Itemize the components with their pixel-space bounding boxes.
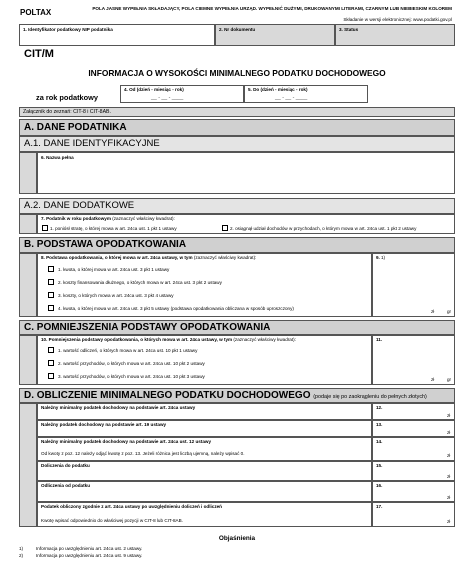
d-row-17-label: Podatek obliczony zgodnie z art. 24ca ustawy po uwzględnieniu doliczeń i odliczeń	[41, 504, 222, 509]
d-row-12-label: Należny minimalny podatek dochodowy na podstawie art. 24ca ustawy	[41, 405, 196, 410]
explanation-1-text: Informacja po uwzględnieniu art. 24ca ust. 2 ustawy.	[36, 546, 143, 551]
field16-zl: zł	[447, 495, 451, 500]
brand-logo: POLTAX	[20, 8, 52, 17]
field11-zl: zł	[431, 377, 435, 382]
field10-option3-label: 3. wartość przychodów, o których mowa w art. 24ca ust. 10 pkt 3 ustawy	[58, 374, 205, 379]
d-row-13	[37, 420, 372, 437]
field13-zl: zł	[447, 430, 451, 435]
full-name-field[interactable]	[37, 152, 455, 194]
field17-input[interactable]	[372, 502, 455, 527]
field14-zl: zł	[447, 453, 451, 458]
field9-zl: zł	[431, 309, 435, 314]
nip-label: 1. Identyfikator podatkowy NIP podatnika	[23, 27, 113, 32]
d-row-14	[37, 437, 372, 461]
d-row-13-label: Należny podatek dochodowy na podstawie art. 19 ustawy	[41, 422, 167, 427]
field10-box	[37, 335, 372, 385]
field8-option3-checkbox[interactable]	[48, 292, 54, 298]
field12-input[interactable]	[372, 403, 455, 420]
form-code: CIT/M	[24, 48, 54, 60]
field8-option1-label: 1. kwota, o której mowa w art. 24ca ust. 3 pkt 1 ustawy	[58, 267, 170, 272]
field7-option1-checkbox[interactable]	[42, 225, 48, 231]
period-to-field[interactable]	[244, 85, 368, 103]
form-title: INFORMACJA O WYSOKOŚCI MINIMALNEGO PODATKU DOCHODOWEGO	[88, 68, 386, 78]
explanation-1-num: 1)	[19, 546, 24, 551]
period-from-label: 4. Od (dzień - miesiąc - rok)	[124, 87, 184, 92]
field8-option2-checkbox[interactable]	[48, 279, 54, 285]
status-label: 3. Status	[339, 27, 359, 32]
nip-field[interactable]	[19, 24, 215, 46]
section-b-gutter	[19, 253, 37, 317]
field12-num: 12.	[376, 405, 383, 410]
d-row-12	[37, 403, 372, 420]
field10-option1-checkbox[interactable]	[48, 347, 54, 353]
header-note-2: Składanie w wersji elektronicznej: www.podatki.gov.pl	[343, 17, 452, 22]
name-gutter	[19, 152, 37, 194]
field8-option1-checkbox[interactable]	[48, 266, 54, 272]
field9-footnote: 1)	[381, 255, 386, 260]
period-from-field[interactable]	[120, 85, 244, 103]
field12-zl: zł	[447, 413, 451, 418]
doc-no-field	[215, 24, 335, 46]
field9-input[interactable]	[372, 253, 455, 317]
field7-hint: (zaznaczyć właściwy kwadrat):	[112, 216, 175, 221]
field8-box	[37, 253, 372, 317]
field10-option1-label: 1. wartość odliczeń, o których mowa w art. 24ca ust. 10 pkt 1 ustawy	[58, 348, 198, 353]
field16-input[interactable]	[372, 481, 455, 502]
field7-option2-label: 2. osiągnął udział dochodów w przychodach, o którym mowa w art. 24ca ust. 1 pkt 2 ustawy	[230, 226, 417, 231]
field8-option4-label: 4. kwota, o której mowa w art. 24ca ust. 3 pkt 5 ustawy (podstawa opodatkowania obliczana w sposób uproszczony)	[58, 306, 294, 311]
field15-zl: zł	[447, 474, 451, 479]
section-d-header	[19, 388, 455, 403]
field11-input[interactable]	[372, 335, 455, 385]
field10-title: 10. Pomniejszenia podstawy opodatkowania, o których mowa w art. 24ca ustawy, w tym	[41, 337, 233, 342]
field10-option2-label: 2. wartość przychodów, o których mowa w art. 24ca ust. 10 pkt 2 ustawy	[58, 361, 205, 366]
d-row-16-label: Odliczenia od podatku	[41, 483, 91, 488]
field17-num: 17.	[376, 504, 383, 509]
d-row-14-label: Należny minimalny podatek dochodowy na podstawie art. 24ca ust. 12 ustawy	[41, 439, 212, 444]
section-d-hint: (podaje się po zaokrągleniu do pełnych złotych)	[313, 394, 427, 400]
doc-no-label: 2. Nr dokumentu	[219, 27, 256, 32]
explanation-2-num: 2)	[19, 553, 24, 558]
field9-gr: gr	[447, 309, 452, 314]
field8-label	[41, 255, 256, 260]
field7-label	[41, 216, 175, 221]
period-from-value: __ - __ - ____	[151, 95, 184, 101]
field13-num: 13.	[376, 422, 383, 427]
field7-title: 7. Podatnik w roku podatkowym	[41, 216, 111, 221]
section-c-gutter	[19, 335, 37, 385]
field8-option4-checkbox[interactable]	[48, 305, 54, 311]
field7-box	[37, 214, 455, 234]
field8-option2-label: 2. koszty finansowania dłużnego, o których mowa w art. 24ca ust. 3 pkt 2 ustawy	[58, 280, 222, 285]
field9-label: 9.	[376, 255, 380, 260]
field10-label	[41, 337, 296, 342]
section-d-title: D. OBLICZENIE MINIMALNEGO PODATKU DOCHODOWEGO	[24, 390, 311, 401]
period-to-value: __ - __ - ____	[275, 95, 308, 101]
d-row-15-label: Doliczenia do podatku	[41, 463, 90, 468]
d-row-16	[37, 481, 372, 502]
explanations-title: Objaśnienia	[218, 535, 256, 542]
full-name-label: 6. Nazwa pełna	[41, 155, 74, 160]
field10-option2-checkbox[interactable]	[48, 360, 54, 366]
field7-gutter	[19, 214, 37, 234]
field8-hint: (zaznaczyć właściwy kwadrat):	[193, 255, 257, 260]
field10-hint: (zaznaczyć właściwy kwadrat):	[233, 337, 296, 342]
field7-option1-label: 1. poniósł stratę, o której mowa w art. 24ca ust. 1 pkt 1 ustawy	[50, 226, 177, 231]
field8-title: 8. Podstawa opodatkowania, o której mowa w art. 24ca ustawy, w tym	[41, 255, 193, 260]
section-d-gutter	[19, 403, 37, 527]
field13-input[interactable]	[372, 420, 455, 437]
field7-option2-checkbox[interactable]	[222, 225, 228, 231]
field8-option3-label: 3. koszty, o których mowa w art. 24ca ust. 3 pkt 4 ustawy	[58, 293, 174, 298]
d-row-15	[37, 461, 372, 481]
field17-zl: zł	[447, 519, 451, 524]
field15-num: 15.	[376, 463, 383, 468]
d-row-14-note: Od kwoty z poz. 12 należy odjąć kwotę z poz. 13. Jeżeli różnica jest liczbą ujemną, należy wpisać 0.	[41, 451, 245, 456]
section-a-header: A. DANE PODATNIKA	[19, 119, 455, 136]
d-row-17-note: Kwotę wpisać odpowiednio do właściwej pozycji w CIT-8 lub CIT-8AB.	[41, 518, 183, 523]
section-a2-header: A.2. DANE DODATKOWE	[19, 198, 455, 214]
field16-num: 16.	[376, 483, 383, 488]
field11-label: 11.	[376, 337, 383, 342]
section-a1-header: A.1. DANE IDENTYFIKACYJNE	[19, 136, 455, 152]
section-c-header: C. POMNIEJSZENIA PODSTAWY OPODATKOWANIA	[19, 320, 455, 335]
field14-num: 14.	[376, 439, 383, 444]
field10-option3-checkbox[interactable]	[48, 373, 54, 379]
attachment-text: Załącznik do zeznań: CIT-8 i CIT-8AB.	[23, 109, 111, 115]
year-label: za rok podatkowy	[36, 93, 99, 102]
status-field	[335, 24, 455, 46]
header-note: POLA JASNE WYPEŁNIA SKŁADAJĄCY, POLA CIEMNE WYPEŁNIA URZĄD. WYPEŁNIĆ DUŻYMI, DRUKOWANYMI LITERAMI, CZARNYM LUB NIEBIESKIM KOLOREM	[92, 6, 452, 11]
section-b-header: B. PODSTAWA OPODATKOWANIA	[19, 237, 455, 253]
d-row-17	[37, 502, 372, 527]
field11-gr: gr	[447, 377, 452, 382]
field14-input[interactable]	[372, 437, 455, 461]
field15-input[interactable]	[372, 461, 455, 481]
explanation-2-text: Informacja po uwzględnieniu art. 24ca ust. 9 ustawy.	[36, 553, 143, 558]
attachment-row	[19, 107, 455, 117]
period-to-label: 5. Do (dzień - miesiąc - rok)	[248, 87, 308, 92]
